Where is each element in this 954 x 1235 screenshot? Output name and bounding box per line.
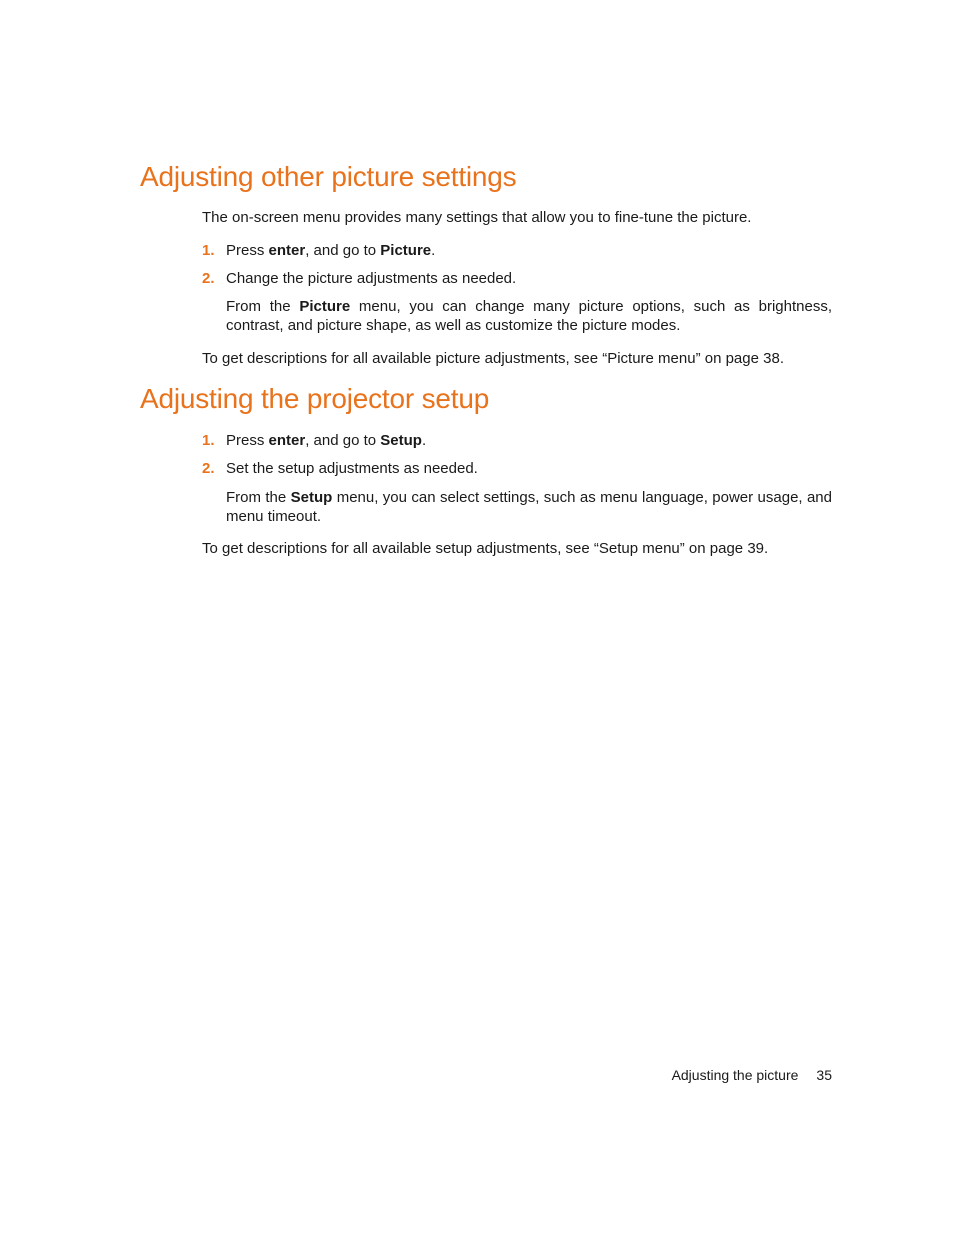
step-1-setup: 1. Press enter, and go to Setup.: [202, 432, 427, 449]
reference-picture-menu: To get descriptions for all available picture adjustments, see “Picture menu” on page 38.: [202, 350, 784, 367]
menu-name-picture: Picture: [299, 298, 351, 315]
section-heading-picture-settings: Adjusting other picture settings: [140, 161, 517, 192]
step-detail-setup: From the Setup menu, you can select settings, such as menu language, power usage, and menu timeout.: [226, 489, 832, 525]
menu-name-setup: Setup: [290, 489, 333, 506]
menu-name-setup: Setup: [380, 432, 422, 449]
footer-chapter-title: Adjusting the picture: [671, 1067, 799, 1083]
step-number: 2.: [202, 270, 215, 287]
page-number: 35: [816, 1067, 832, 1083]
reference-setup-menu: To get descriptions for all available setup adjustments, see “Setup menu” on page 39.: [202, 540, 769, 557]
step-detail-picture: From the Picture menu, you can change many picture options, such as brightness, contrast, and picture shape, as well as customize the picture modes.: [226, 298, 832, 334]
step-number: 1.: [202, 432, 215, 449]
step-2-picture: 2. Change the picture adjustments as needed.: [202, 270, 517, 287]
page-footer: [600, 1066, 832, 1085]
key-enter: enter: [268, 432, 306, 449]
key-enter: enter: [268, 242, 306, 259]
step-1-picture: 1. Press enter, and go to Picture.: [202, 242, 436, 259]
menu-name-picture: Picture: [380, 242, 432, 259]
step-2-setup: 2. Set the setup adjustments as needed.: [202, 460, 478, 477]
section-intro: The on-screen menu provides many settings that allow you to fine-tune the picture.: [202, 209, 752, 226]
step-number: 1.: [202, 242, 215, 259]
step-number: 2.: [202, 460, 215, 477]
section-heading-projector-setup: Adjusting the projector setup: [140, 383, 490, 414]
